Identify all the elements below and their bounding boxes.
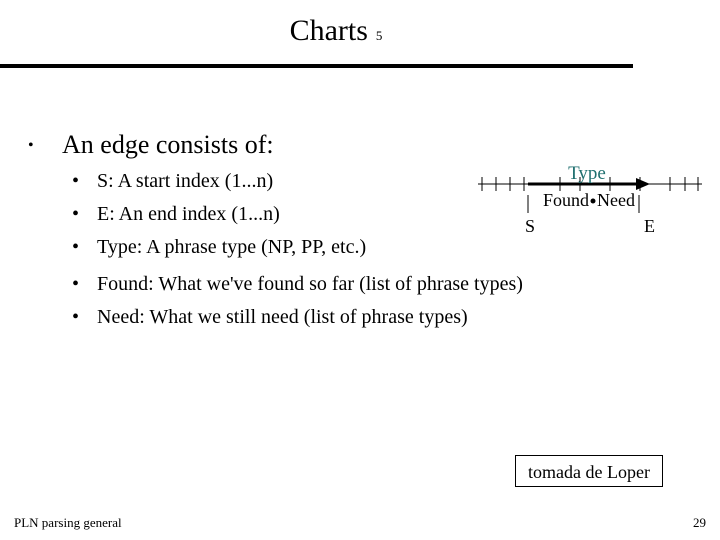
sub-bullet <box>72 203 280 226</box>
edge-diagram <box>470 155 710 240</box>
dot-separator-icon <box>591 199 596 204</box>
bullet-marker: • <box>28 137 34 154</box>
sub-bullet <box>72 170 273 193</box>
sub-bullet <box>72 273 523 296</box>
bullet-marker: • <box>72 306 80 328</box>
bullet-marker: • <box>72 273 80 295</box>
sub-bullet-text: E: An end index (1...n) <box>97 203 280 225</box>
bullet-heading: An edge consists of: <box>62 130 274 159</box>
title-rule <box>0 64 633 68</box>
sub-bullet-text: S: A start index (1...n) <box>97 170 274 192</box>
found-label: Found <box>542 190 589 210</box>
title-number: 5 <box>375 28 383 43</box>
sub-bullet-text: Found: What we've found so far (list of phrase types) <box>97 273 523 295</box>
footer-left: PLN parsing general <box>14 515 122 530</box>
sub-bullet-text: Need: What we still need (list of phrase types) <box>97 306 468 328</box>
end-label: E <box>644 216 655 236</box>
start-label: S <box>525 216 536 236</box>
sub-bullet <box>72 236 366 259</box>
sub-bullet <box>72 306 468 329</box>
slide-title <box>0 14 672 48</box>
title-text: Charts <box>289 14 368 47</box>
arrow-head-icon <box>636 178 650 190</box>
need-label: Need <box>597 190 635 210</box>
credit-box: tomada de Loper <box>515 455 663 487</box>
page-number: 29 <box>693 515 706 530</box>
type-label: Type <box>568 163 606 184</box>
bullet-marker: • <box>72 170 80 192</box>
bullet-marker: • <box>72 236 80 258</box>
bullet-marker: • <box>72 203 80 225</box>
sub-bullet-text: Type: A phrase type (NP, PP, etc.) <box>97 236 367 258</box>
